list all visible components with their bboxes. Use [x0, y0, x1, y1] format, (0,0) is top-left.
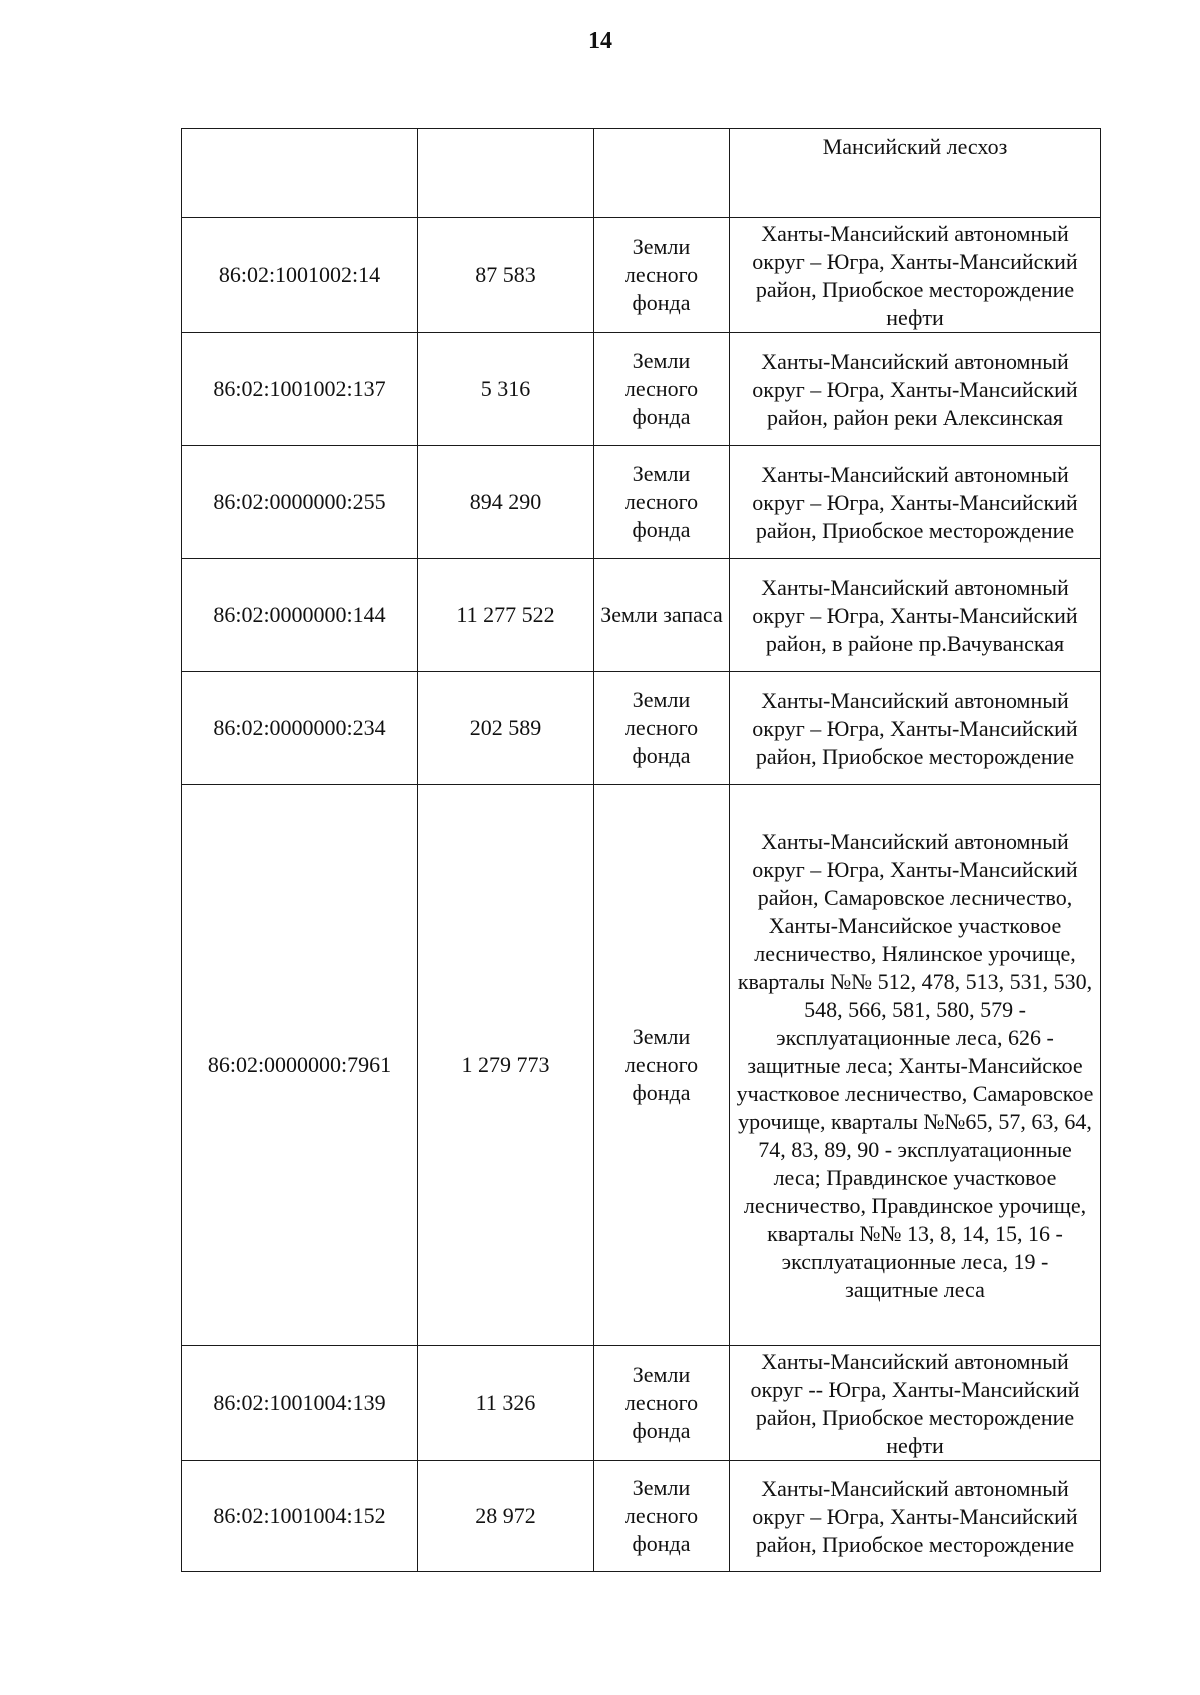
land-category: Земли лесного фонда: [594, 218, 730, 333]
table-row: [182, 785, 1101, 1346]
location-address: Ханты-Мансийский автономный округ – Югра, Ханты-Мансийский район, Самаровское лесничество, Ханты-Мансийское участковое лесничество, Нялинское урочище, кварталы №№ 512, 478, 513, 531, 530, 548, 566, 581, 580, 579 - эксплуатационные леса, 626 - защитные леса; Ханты-Мансийское участковое лесничество, Самаровское урочище, кварталы №№65, 57, 63, 64, 74, 83, 89, 90 - эксплуатационные леса; Правдинское участковое лесничество, Правдинское урочище, кварталы №№ 13, 8, 14, 15, 16 - эксплуатационные леса, 19 - защитные леса: [730, 785, 1101, 1346]
location-address: Ханты-Мансийский автономный округ – Югра, Ханты-Мансийский район, Приобское месторождение: [730, 446, 1101, 559]
area-value: 11 326: [418, 1346, 594, 1461]
table-row: [182, 218, 1101, 333]
cadastral-number: 86:02:0000000:7961: [182, 785, 418, 1346]
location-address: Ханты-Мансийский автономный округ – Югра, Ханты-Мансийский район, Приобское месторождение: [730, 1461, 1101, 1572]
area-value: 5 316: [418, 333, 594, 446]
area-value: 1 279 773: [418, 785, 594, 1346]
area-value: 894 290: [418, 446, 594, 559]
forestry-continuation-label: Мансийский лесхоз: [730, 129, 1101, 218]
table-row: [182, 333, 1101, 446]
location-address: Ханты-Мансийский автономный округ -- Югра, Ханты-Мансийский район, Приобское месторождение нефти: [730, 1346, 1101, 1461]
table-header-row: [182, 129, 1101, 218]
cadastral-number: 86:02:0000000:234: [182, 672, 418, 785]
empty-cell: [182, 129, 418, 218]
land-category: Земли запаса: [594, 559, 730, 672]
land-category: Земли лесного фонда: [594, 672, 730, 785]
area-value: 202 589: [418, 672, 594, 785]
location-address: Ханты-Мансийский автономный округ – Югра, Ханты-Мансийский район, в районе пр.Вачуванская: [730, 559, 1101, 672]
area-value: 87 583: [418, 218, 594, 333]
table-row: [182, 672, 1101, 785]
land-plots-table: [181, 128, 1101, 1572]
land-category: Земли лесного фонда: [594, 446, 730, 559]
land-category: Земли лесного фонда: [594, 333, 730, 446]
page-number: 14: [588, 28, 612, 54]
location-address: Ханты-Мансийский автономный округ – Югра, Ханты-Мансийский район, район реки Алексинская: [730, 333, 1101, 446]
location-address: Ханты-Мансийский автономный округ – Югра, Ханты-Мансийский район, Приобское месторождение: [730, 672, 1101, 785]
land-category: Земли лесного фонда: [594, 785, 730, 1346]
land-category: Земли лесного фонда: [594, 1461, 730, 1572]
land-category: Земли лесного фонда: [594, 1346, 730, 1461]
area-value: 11 277 522: [418, 559, 594, 672]
cadastral-number: 86:02:1001004:152: [182, 1461, 418, 1572]
table-row: [182, 1346, 1101, 1461]
cadastral-number: 86:02:1001002:137: [182, 333, 418, 446]
empty-cell: [594, 129, 730, 218]
cadastral-number: 86:02:1001002:14: [182, 218, 418, 333]
table-row: [182, 446, 1101, 559]
area-value: 28 972: [418, 1461, 594, 1572]
empty-cell: [418, 129, 594, 218]
table-row: [182, 1461, 1101, 1572]
cadastral-number: 86:02:1001004:139: [182, 1346, 418, 1461]
cadastral-number: 86:02:0000000:255: [182, 446, 418, 559]
table-row: [182, 559, 1101, 672]
location-address: Ханты-Мансийский автономный округ – Югра, Ханты-Мансийский район, Приобское месторождение нефти: [730, 218, 1101, 333]
cadastral-number: 86:02:0000000:144: [182, 559, 418, 672]
